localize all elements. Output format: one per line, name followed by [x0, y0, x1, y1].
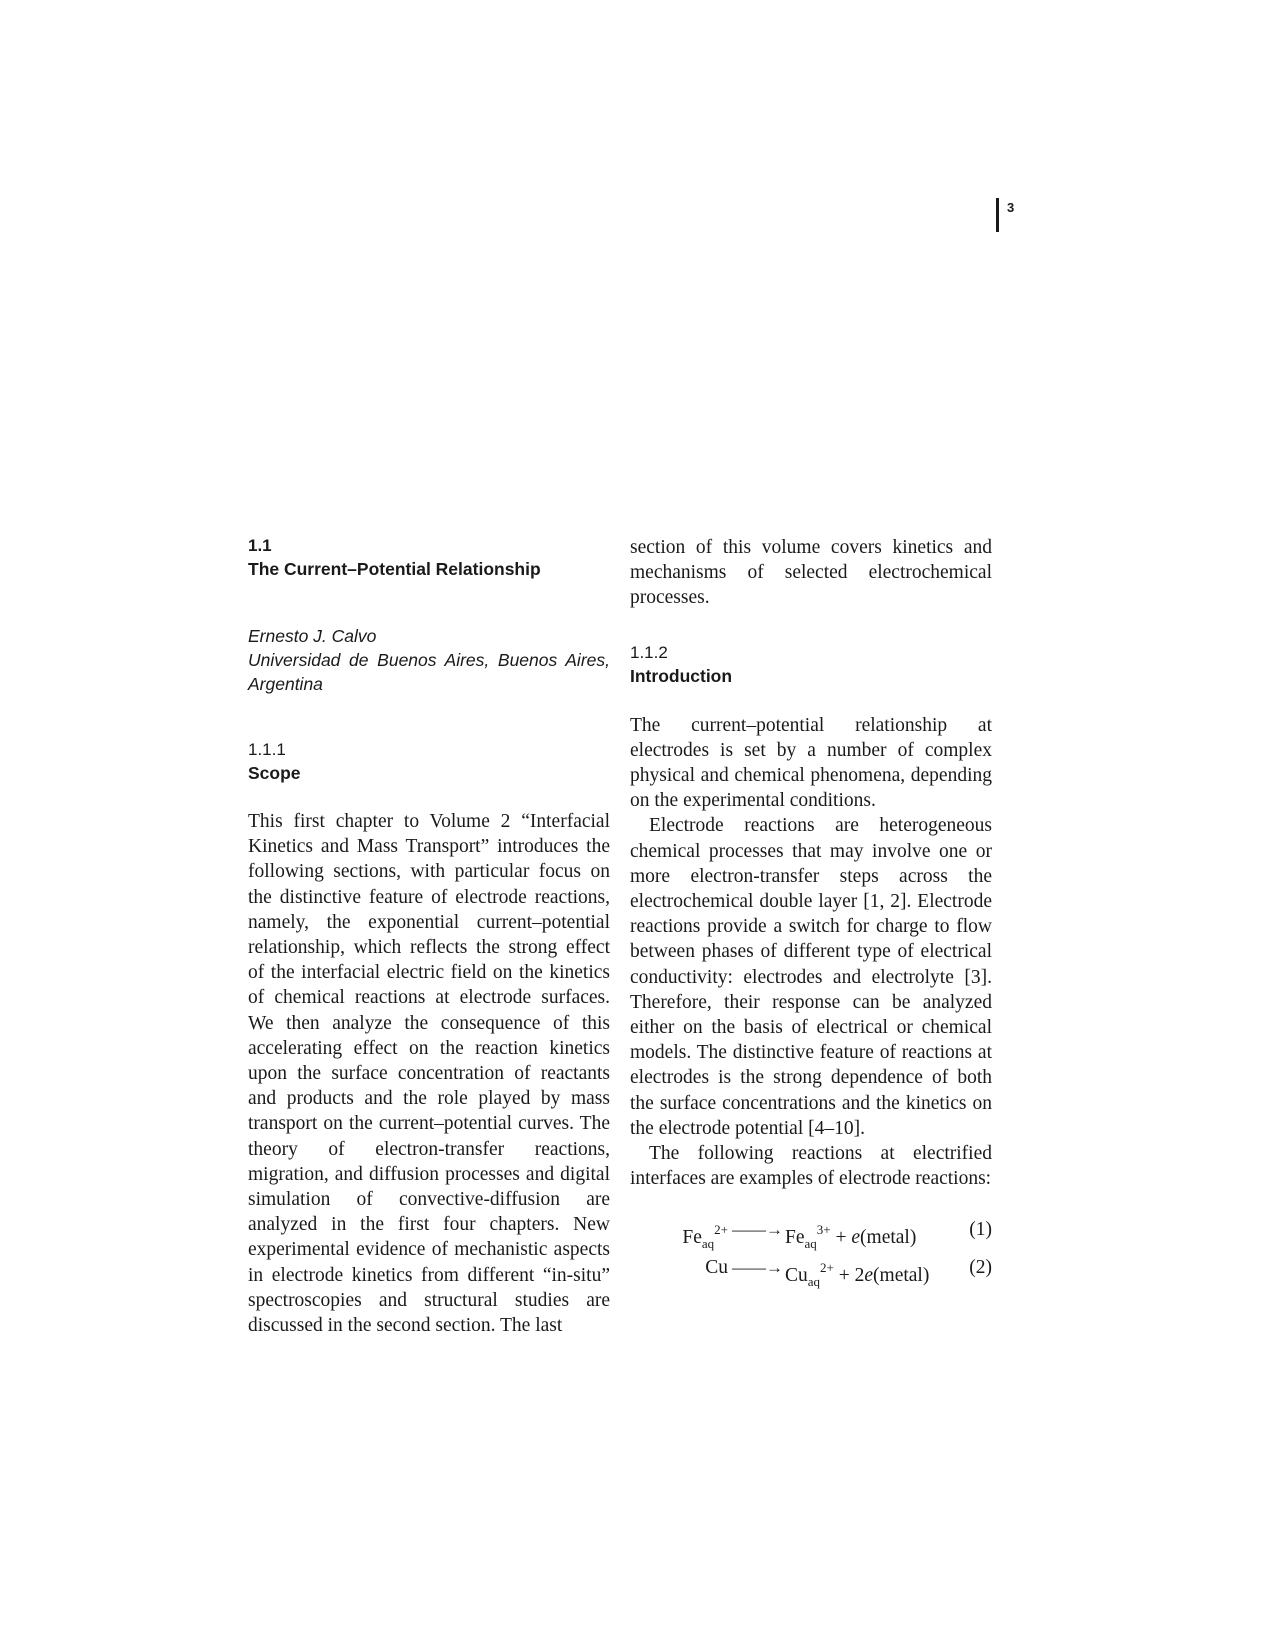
introduction-section-title: Introduction: [630, 665, 733, 686]
equation-1-arrow: ——→: [732, 1220, 783, 1240]
page-number: 3: [996, 198, 1014, 232]
scope-paragraph: This first chapter to Volume 2 “Interfacial Kinetics and Mass Transport” introduces the following sections, with particular focus on the distinctive feature of electrode reactions, namely, the exponential current–potential relationship, which reflects the strong effect of the interfacial electric field on the kinetics of chemical reactions at electrode surfaces. We then analyze the consequence of this accelerating effect on the reaction kinetics upon the surface concentration of reactants and products and the role played by mass transport on the current–potential curves. The theory of electron-transfer reactions, migration, and diffusion processes and digital simulation of convective-diffusion are analyzed in the first four chapters. New experimental evidence of mechanistic aspects in electrode kinetics from different “in-situ” spectroscopies and structural studies are discussed in the second section. The last: [248, 811, 610, 1337]
introduction-paragraph-1: The current–potential relationship at electrodes is set by a number of complex physical and chemical phenomena, depending on the experimental conditions.: [630, 714, 992, 812]
equation-1-reactant: $Fe_{aq}^{2+}$: [682, 1222, 728, 1252]
introduction-paragraph-3: The following reactions at electrified interfaces are examples of electrode reactions:: [630, 1143, 992, 1190]
equation-1-number: (1): [969, 1219, 992, 1241]
introduction-section-number: 1.1.2: [630, 642, 668, 662]
scope-paragraph-continued: section of this volume covers kinetics and mechanisms of selected electrochemical processes.: [630, 537, 992, 609]
equation-2-arrow: ——→: [732, 1258, 783, 1278]
equation-2-reactant: Cu: [705, 1257, 728, 1279]
equation-2-products: $Cu_{aq}^{2+}$ + 2e(metal): [785, 1260, 930, 1290]
left-column: [248, 535, 610, 1338]
scope-section-title: Scope: [248, 763, 301, 783]
right-column: [630, 535, 992, 1290]
author-affiliation: Universidad de Buenos Aires, Buenos Aires, Argentina: [248, 650, 610, 694]
author-name: Ernesto J. Calvo: [248, 626, 377, 646]
equation-1: [630, 1211, 992, 1252]
chapter-title: The Current–Potential Relationship: [248, 559, 541, 579]
introduction-paragraph-2: Electrode reactions are heterogeneous chemical processes that may involve one or more electron-transfer steps across the electrochemical double layer [1, 2]. Electrode reactions provide a switch for charge to flow between phases of different type of electrical conductivity: electrodes and electrolyte [3]. Therefore, their response can be analyzed either on the basis of electrical or chemical models. The distinctive feature of reactions at electrodes is the strong dependence of both the surface concentrations and the kinetics on the electrode potential [4–10].: [630, 815, 992, 1139]
equation-1-products: $Fe_{aq}^{3+}$ + e(metal): [785, 1222, 917, 1252]
chapter-number: 1.1: [248, 536, 272, 555]
scope-section-number: 1.1.1: [248, 740, 286, 759]
equation-2-number: (2): [969, 1257, 992, 1279]
equation-2: [630, 1249, 992, 1290]
